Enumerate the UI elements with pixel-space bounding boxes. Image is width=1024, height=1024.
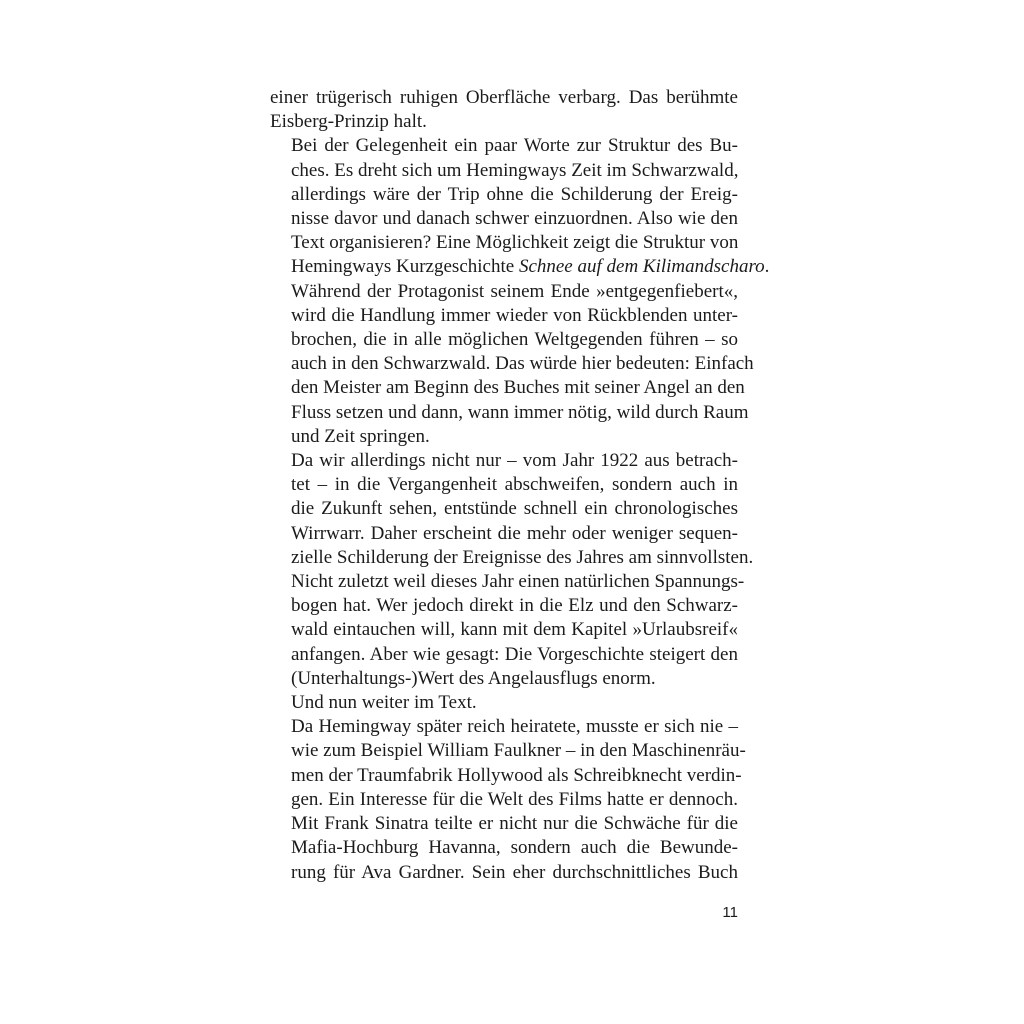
text-line: Fluss setzen und dann, wann immer nötig, wild durch Raum — [291, 401, 749, 423]
text-line: Während der Protagonist seinem Ende »entgegenfiebert«, — [291, 280, 738, 302]
text-line: brochen, die in alle möglichen Weltgegenden führen – so — [291, 329, 738, 351]
text-line: wie zum Beispiel William Faulkner – in den Maschinenräu- — [291, 740, 746, 762]
text-line: den Meister am Beginn des Buches mit seiner Angel an den — [291, 377, 745, 399]
text-line: gen. Ein Interesse für die Welt des Films hatte er dennoch. — [291, 788, 738, 810]
text-line: Text organisieren? Eine Möglichkeit zeigt die Struktur von — [291, 232, 739, 254]
text-line: nisse davor und danach schwer einzuordnen. Also wie den — [291, 208, 738, 230]
text-line: anfangen. Aber wie gesagt: Die Vorgeschichte steigert den — [291, 643, 738, 665]
text-line: Und nun weiter im Text. — [291, 692, 477, 714]
text-line: zielle Schilderung der Ereignisse des Jahres am sinnvollsten. — [291, 546, 754, 568]
text-line: auch in den Schwarzwald. Das würde hier bedeuten: Einfach — [291, 353, 754, 375]
paragraph-2 — [270, 134, 770, 449]
text-line: Da Hemingway später reich heiratete, musste er sich nie – — [291, 716, 738, 738]
text-line: Mafia-Hochburg Havanna, sondern auch die Bewunde- — [291, 837, 738, 859]
text-line: wird die Handlung immer wieder von Rückblenden unter- — [291, 304, 738, 326]
text-line: Bei der Gelegenheit ein paar Worte zur Struktur des Bu- — [291, 135, 738, 157]
text-line: die Zukunft sehen, entstünde schnell ein chronologisches — [291, 498, 738, 520]
paragraph-5 — [270, 715, 746, 884]
text-line: wald eintauchen will, kann mit dem Kapitel »Urlaubsreif« — [291, 619, 738, 641]
text-line: Mit Frank Sinatra teilte er nicht nur die Schwäche für die — [291, 813, 738, 835]
text-line-with-title — [270, 255, 770, 279]
text-line: und Zeit springen. — [291, 425, 430, 447]
page-number: 11 — [722, 904, 738, 921]
text-line: einer trügerisch ruhigen Oberfläche verbarg. Das berühmte — [270, 87, 738, 108]
text-line: ches. Es dreht sich um Hemingways Zeit im Schwarzwald, — [291, 159, 739, 181]
text-line: Wirrwarr. Daher erscheint die mehr oder weniger sequen- — [291, 522, 738, 544]
text-line: men der Traumfabrik Hollywood als Schreibknecht verdin- — [291, 764, 742, 786]
text-line: (Unterhaltungs-)Wert des Angelausflugs enorm. — [291, 667, 656, 689]
text-line: tet – in die Vergangenheit abschweifen, sondern auch in — [291, 474, 738, 496]
text-segment: . — [764, 256, 770, 278]
text-line: rung für Ava Gardner. Sein eher durchschnittliches Buch — [291, 861, 738, 883]
text-line: Nicht zuletzt weil dieses Jahr einen natürlichen Spannungs- — [291, 571, 745, 593]
book-title-italic: Schnee auf dem Kilimandscharo — [518, 256, 765, 278]
paragraph-4 — [270, 691, 738, 715]
text-line: allerdings wäre der Trip ohne die Schilderung der Ereig- — [291, 183, 738, 205]
paragraph-1 — [270, 86, 738, 134]
text-segment: Hemingways Kurzgeschichte — [291, 256, 519, 278]
paragraph-3 — [270, 449, 754, 691]
body-text — [270, 86, 770, 885]
text-line: Eisberg-Prinzip halt. — [270, 111, 427, 133]
text-line: bogen hat. Wer jedoch direkt in die Elz und den Schwarz- — [291, 595, 738, 617]
text-line: Da wir allerdings nicht nur – vom Jahr 1922 aus betrach- — [291, 450, 738, 472]
